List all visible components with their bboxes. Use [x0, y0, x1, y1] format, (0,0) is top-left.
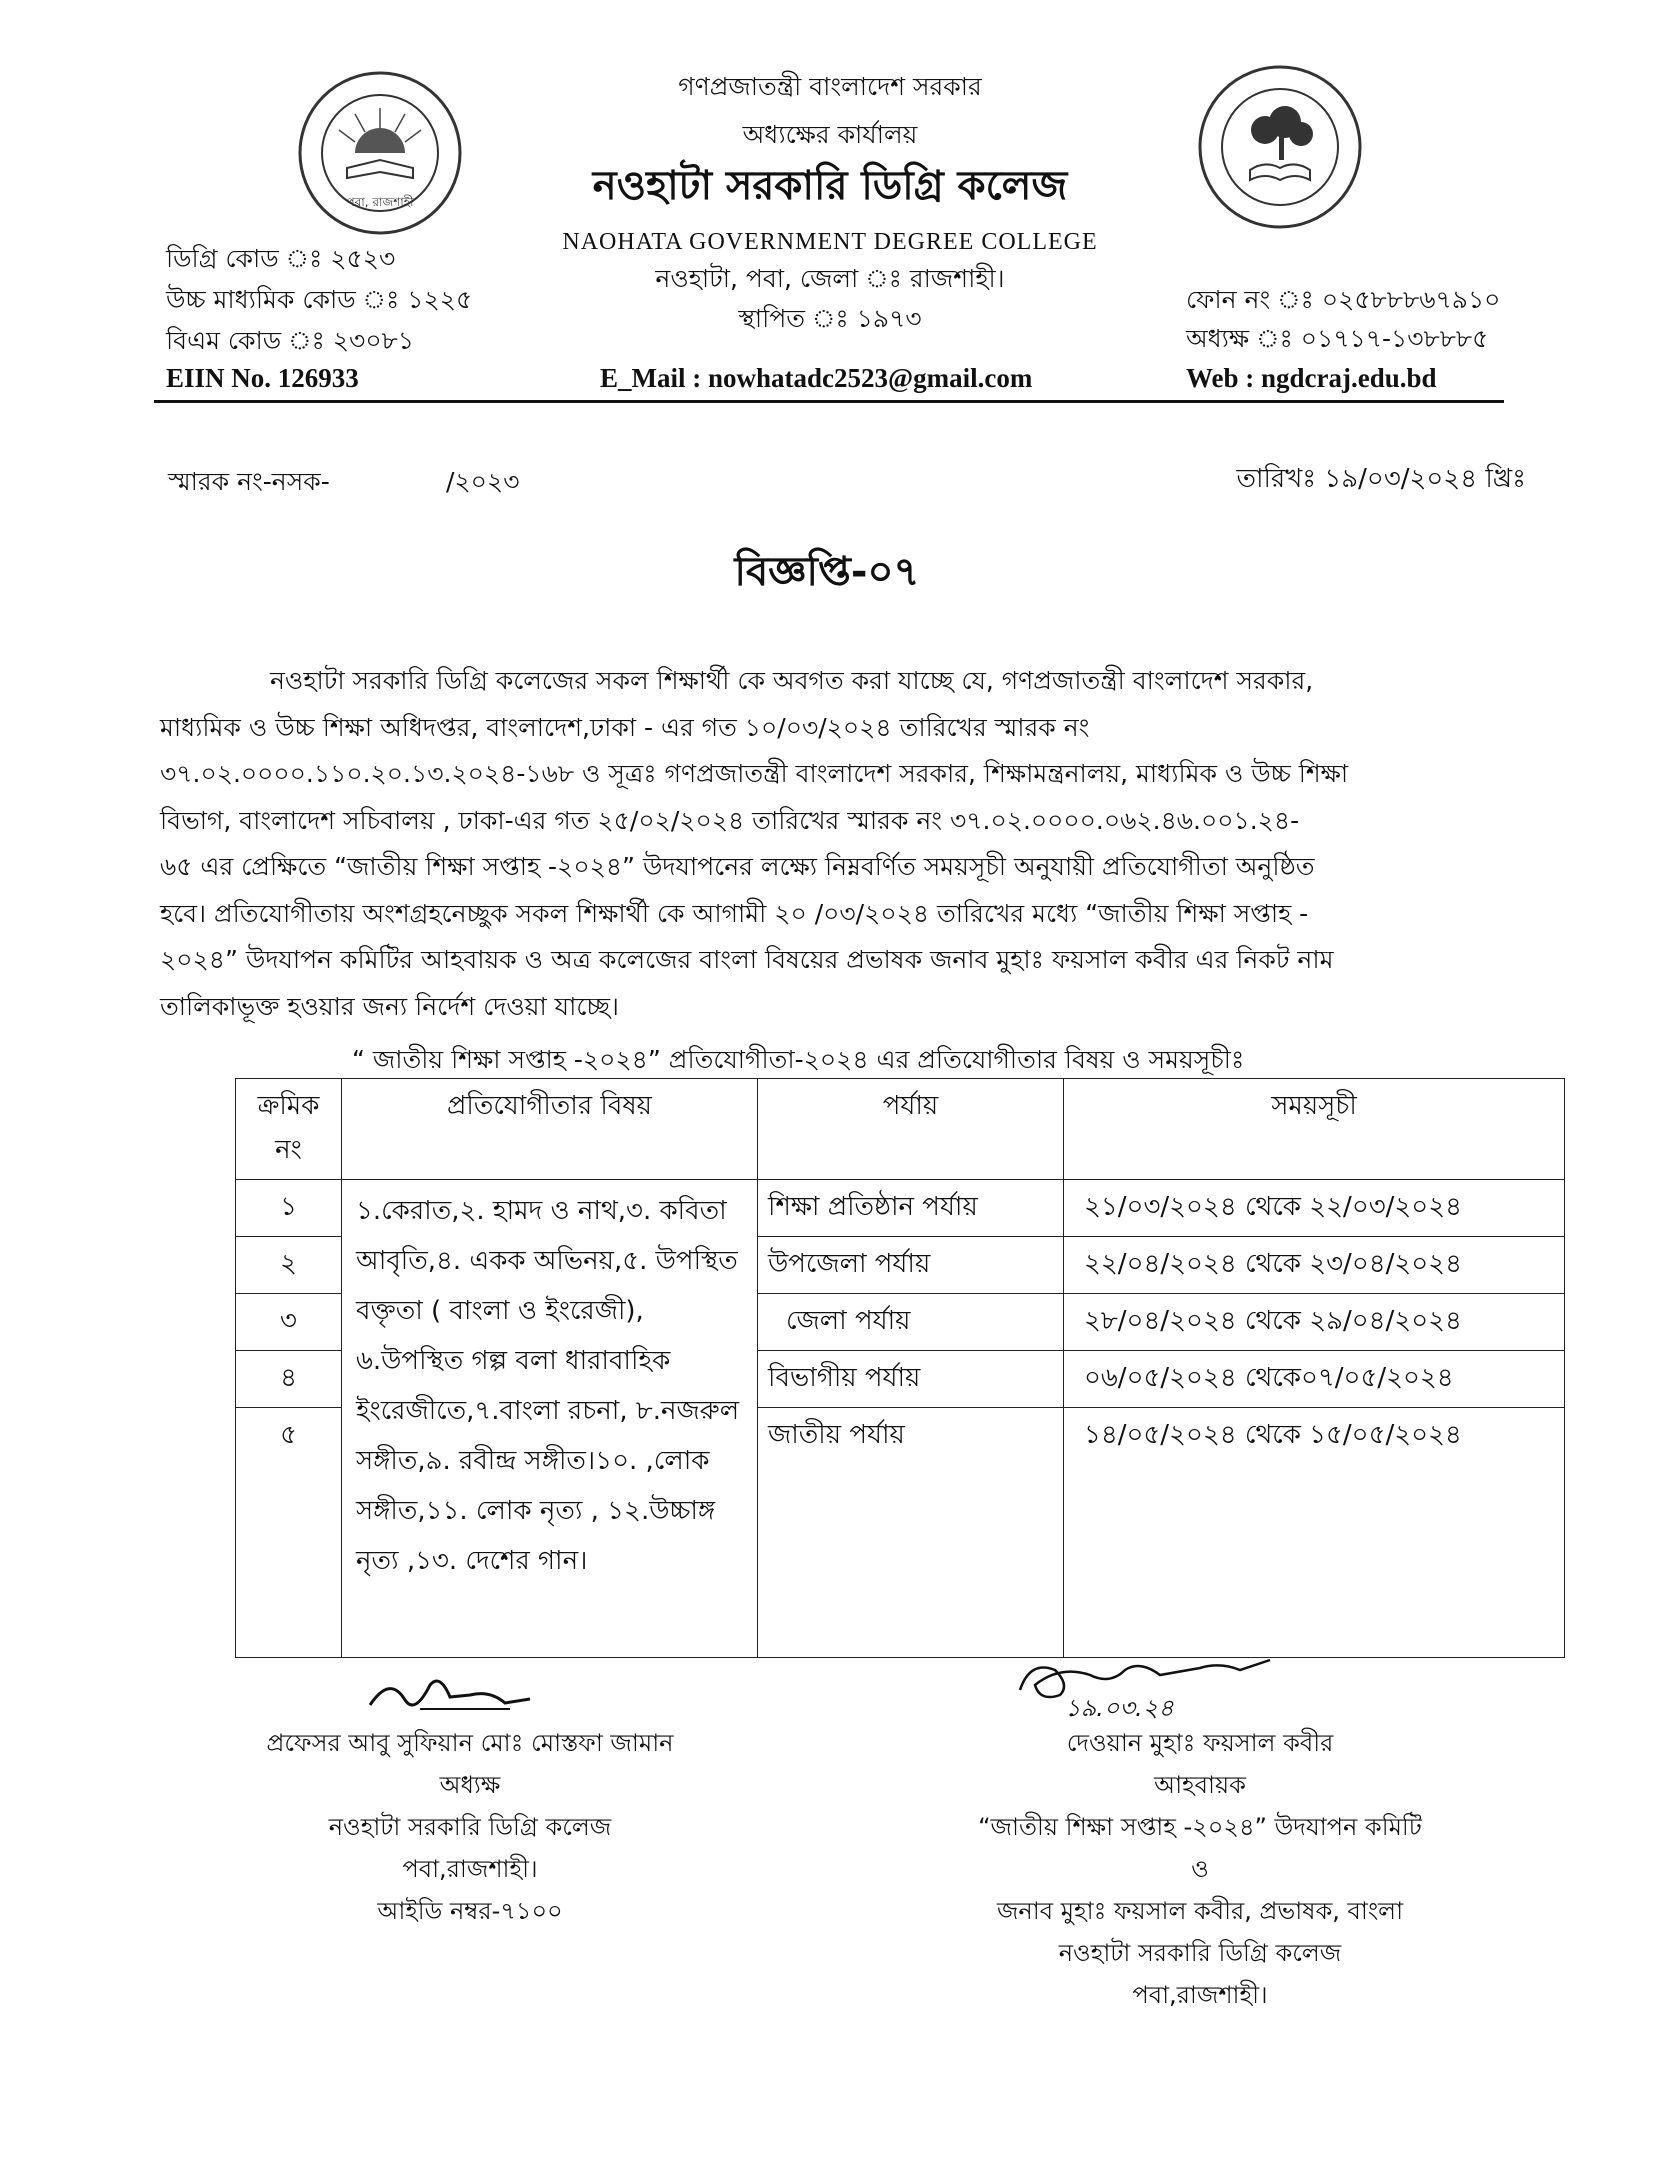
convener-name: দেওয়ান মুহাঃ ফয়সাল কবীর	[1066, 1729, 1334, 1757]
notice-line: ২০২৪” উদযাপন কমিটির আহবায়ক ও অত্র কলেজের বাংলা বিষয়ের প্রভাষক জনাব মুহাঃ ফয়সাল কবীর এর নিকট নাম	[160, 945, 1334, 974]
col-header-schedule: সময়সূচী	[1064, 1079, 1565, 1180]
education-emblem-right	[1195, 62, 1365, 232]
established-year: স্থাপিত ঃ ১৯৭৩	[738, 304, 922, 333]
notice-title: বিজ্ঞপ্তি-০৭	[734, 549, 920, 595]
memo-ref-prefix: স্মারক নং-নসক-	[168, 467, 330, 496]
svg-text:পবা, রাজশাহী: পবা, রাজশাহী	[346, 195, 414, 209]
principal-phone: অধ্যক্ষ ঃ ০১৭১৭-১৩৮৮৮৫	[1186, 324, 1489, 353]
level-cell: জেলা পর্যায়	[758, 1294, 1064, 1351]
table-caption: “ জাতীয় শিক্ষা সপ্তাহ -২০২৪” প্রতিযোগীতা-২০২৪ এর প্রতিযোগীতার বিষয় ও সময়সূচীঃ	[352, 1045, 1245, 1074]
college-name-en: NAOHATA GOVERNMENT DEGREE COLLEGE	[562, 229, 1098, 255]
principal-title: অধ্যক্ষ	[439, 1771, 501, 1799]
serial-cell: ২	[236, 1237, 342, 1294]
serial-cell: ১	[236, 1180, 342, 1237]
schedule-cell: ২৮/০৪/২০২৪ থেকে ২৯/০৪/২০২৪	[1064, 1294, 1565, 1351]
lecturer-location: পবা,রাজশাহী।	[1132, 1981, 1268, 2009]
level-cell: শিক্ষা প্রতিষ্ঠান পর্যায়	[758, 1180, 1064, 1237]
principal-signature	[360, 1665, 550, 1725]
serial-cell: ৫	[236, 1408, 342, 1658]
table-header-row	[236, 1079, 1565, 1180]
principal-name: প্রফেসর আবু সুফিয়ান মোঃ মোস্তফা জামান	[266, 1729, 674, 1757]
schedule-cell: ১৪/০৫/২০২৪ থেকে ১৫/০৫/২০২৪	[1064, 1408, 1565, 1658]
schedule-table	[235, 1078, 1565, 1658]
table-row	[236, 1180, 1565, 1237]
hsc-code: উচ্চ মাধ্যমিক কোড ঃ ১২২৫	[166, 285, 473, 314]
college-name-bn: নওহাটা সরকারি ডিগ্রি কলেজ	[592, 163, 1068, 209]
conjunction: ও	[1191, 1855, 1209, 1883]
level-cell: উপজেলা পর্যায়	[758, 1237, 1064, 1294]
schedule-cell: ২১/০৩/২০২৪ থেকে ২২/০৩/২০২৪	[1064, 1180, 1565, 1237]
notice-line: নওহাটা সরকারি ডিগ্রি কলেজের সকল শিক্ষার্থী কে অবগত করা যাচ্ছে যে, গণপ্রজাতন্ত্রী বাংলাদেশ সরকার,	[270, 666, 1314, 695]
notice-line: তালিকাভূক্ত হওয়ার জন্য নির্দেশ দেওয়া যাচ্ছে।	[160, 991, 619, 1021]
notice-line: বিভাগ, বাংলাদেশ সচিবালয় , ঢাকা-এর গত ২৫/০২/২০২৪ তারিখের স্মারক নং ৩৭.০২.০০০০.০৬২.৪৬.০০১.২৪-	[160, 805, 1300, 835]
lecturer-college: নওহাটা সরকারি ডিগ্রি কলেজ	[1058, 1939, 1342, 1967]
website: Web : ngdcraj.edu.bd	[1186, 363, 1437, 393]
header-divider	[154, 400, 1504, 403]
subjects-cell: ১.কেরাত,২. হামদ ও নাথ,৩. কবিতা আবৃতি,৪. একক অভিনয়,৫. উপস্থিত বক্তৃতা ( বাংলা ও ইংরেজী), ৬.উপস্থিত গল্প বলা ধারাবাহিক ইংরেজীতে,৭.বাংলা রচনা, ৮.নজরুল সঙ্গীত,৯. রবীন্দ্র সঙ্গীত।১০. ,লোক সঙ্গীত,১১. লোক নৃত্য , ১২.উচ্চাঙ্গ নৃত্য ,১৩. দেশের গান।	[342, 1180, 758, 1658]
col-header-serial: ক্রমিক নং	[236, 1079, 342, 1180]
principal-location: পবা,রাজশাহী।	[402, 1855, 538, 1883]
convener-title: আহবায়ক	[1154, 1771, 1246, 1799]
notice-line: ৬৫ এর প্রেক্ষিতে “জাতীয় শিক্ষা সপ্তাহ -২০২৪” উদযাপনের লক্ষ্যে নিম্নবর্ণিত সময়সূচী অনুযায়ী প্রতিযোগীতা অনুষ্ঠিত	[160, 852, 1315, 881]
notice-line: ৩৭.০২.০০০০.১১০.২০.১৩.২০২৪-১৬৮ ও সূত্রঃ গণপ্রজাতন্ত্রী বাংলাদেশ সরকার, শিক্ষামন্ত্রনালয়, মাধ্যমিক ও উচ্চ শিক্ষা	[160, 759, 1349, 788]
principal-id: আইডি নম্বর-৭১০০	[377, 1897, 563, 1925]
signatory-left	[200, 1722, 740, 1932]
notice-line: মাধ্যমিক ও উচ্চ শিক্ষা অধিদপ্তর, বাংলাদেশ,ঢাকা - এর গত ১০/০৩/২০২৪ তারিখের স্মারক নং	[160, 712, 1090, 742]
level-cell: বিভাগীয় পর্যায়	[758, 1351, 1064, 1408]
serial-cell: ৩	[236, 1294, 342, 1351]
schedule-cell: ২২/০৪/২০২৪ থেকে ২৩/০৪/২০২৪	[1064, 1237, 1565, 1294]
email-address: E_Mail : nowhatadc2523@gmail.com	[600, 363, 1033, 393]
col-header-subject: প্রতিযোগীতার বিষয়	[342, 1079, 758, 1180]
level-cell: জাতীয় পর্যায়	[758, 1408, 1064, 1658]
serial-cell: ৪	[236, 1351, 342, 1408]
memo-date: তারিখঃ ১৯/০৩/২০২৪ খ্রিঃ	[1236, 464, 1526, 494]
govt-name: গণপ্রজাতন্ত্রী বাংলাদেশ সরকার	[678, 72, 982, 101]
memo-ref-suffix: /২০২৩	[446, 467, 520, 496]
notice-body	[160, 658, 1560, 1030]
col-header-level: পর্যায়	[758, 1079, 1064, 1180]
convener-committee: “জাতীয় শিক্ষা সপ্তাহ -২০২৪” উদযাপন কমিটি	[978, 1813, 1422, 1841]
notice-line: হবে। প্রতিযোগীতায় অংশগ্রহনেচ্ছুক সকল শিক্ষার্থী কে আগামী ২০ /০৩/২০২৪ তারিখের মধ্যে “জাতীয় শিক্ষা সপ্তাহ -	[160, 898, 1309, 928]
schedule-cell: ০৬/০৫/২০২৪ থেকে০৭/০৫/২০২৪	[1064, 1351, 1565, 1408]
degree-code: ডিগ্রি কোড ঃ ২৫২৩	[166, 244, 396, 273]
convener-sign-date: ১৯.০৩.২৪	[1065, 1694, 1174, 1722]
office-name: অধ্যক্ষের কার্যালয়	[742, 120, 918, 149]
principal-college: নওহাটা সরকারি ডিগ্রি কলেজ	[328, 1813, 612, 1841]
lecturer-name: জনাব মুহাঃ ফয়সাল কবীর, প্রভাষক, বাংলা	[996, 1897, 1404, 1925]
college-seal-left	[295, 68, 465, 238]
eiin-number: EIIN No. 126933	[166, 363, 359, 393]
bm-code: বিএম কোড ঃ ২৩০৮১	[166, 326, 415, 355]
college-address: নওহাটা, পবা, জেলা ঃ রাজশাহী।	[655, 264, 1005, 293]
signatory-right	[910, 1722, 1490, 2016]
phone-number: ফোন নং ঃ ০২৫৮৮৮৬৭৯১০	[1186, 285, 1501, 314]
